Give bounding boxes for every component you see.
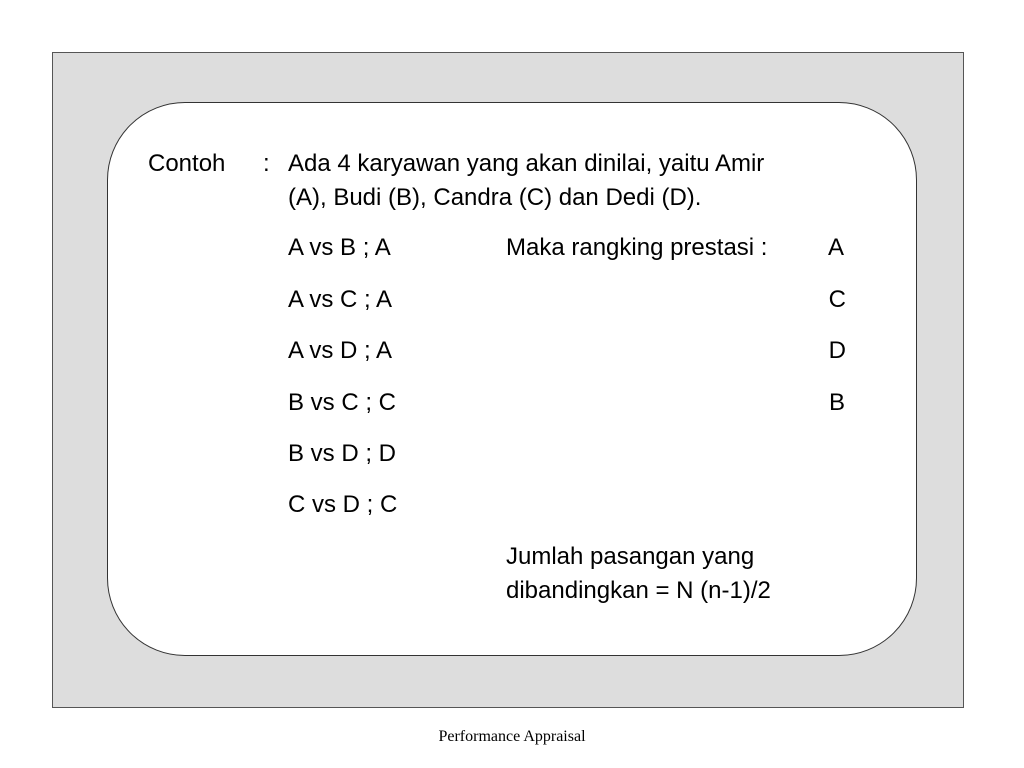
- ranking-item: C: [828, 286, 846, 313]
- ranking-item: A: [827, 234, 844, 261]
- ranking-item: D: [828, 337, 846, 364]
- ranking-label: Maka rangking prestasi :: [506, 234, 768, 261]
- formula-line-1: Jumlah pasangan yang: [506, 543, 755, 570]
- intro-line-2: (A), Budi (B), Candra (C) dan Dedi (D).: [288, 184, 702, 211]
- footer-title: Performance Appraisal: [438, 728, 586, 745]
- intro-line-1: Ada 4 karyawan yang akan dinilai, yaitu Amir: [288, 150, 765, 177]
- example-colon: :: [263, 150, 270, 177]
- comparison-item: B vs D ; D: [288, 440, 397, 467]
- comparison-item: A vs B ; A: [288, 234, 391, 261]
- comparison-item: C vs D ; C: [288, 491, 398, 518]
- comparison-item: A vs D ; A: [288, 337, 393, 364]
- example-label: Contoh: [148, 150, 226, 177]
- ranking-item: B: [828, 389, 845, 416]
- formula-line-2: dibandingkan = N (n-1)/2: [506, 577, 771, 604]
- comparison-item: A vs C ; A: [288, 286, 393, 313]
- comparison-item: B vs C ; C: [288, 389, 397, 416]
